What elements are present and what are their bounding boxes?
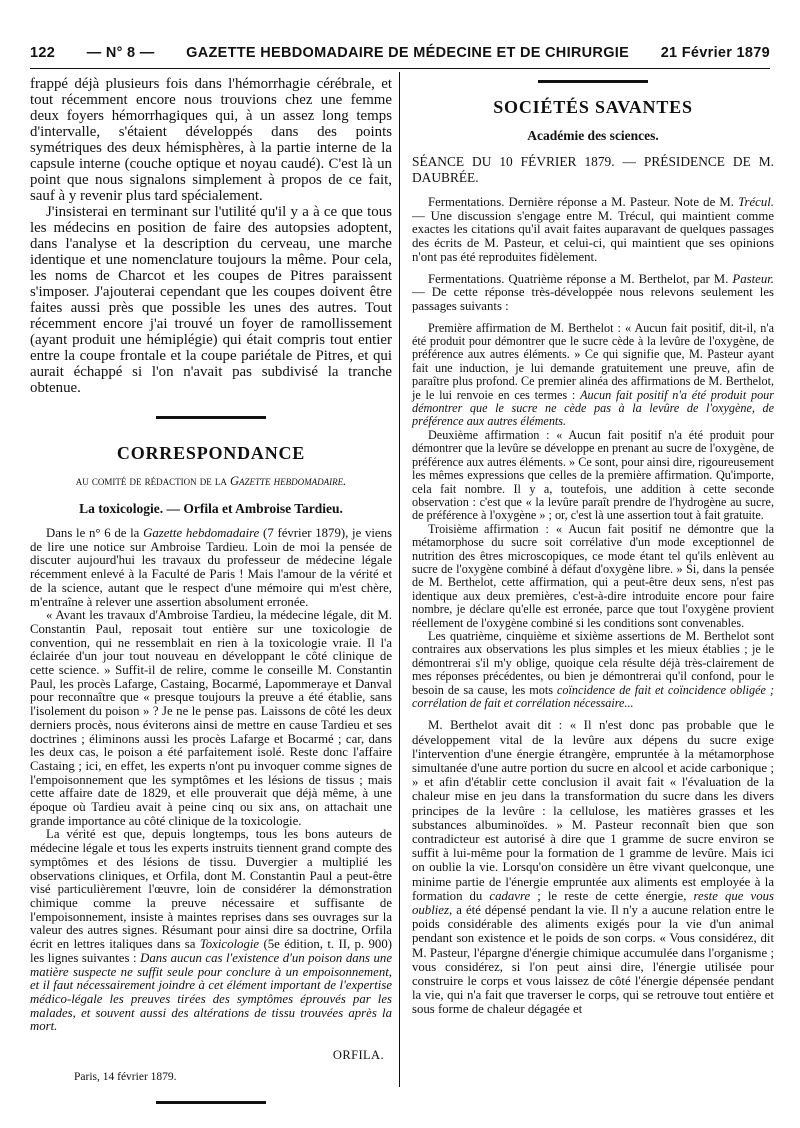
section-subtitle: au comité de rédaction de la Gazette hebdomadaire. <box>75 474 347 488</box>
page-number: 122 <box>30 45 56 61</box>
section-separator <box>538 80 648 83</box>
issue-date: 21 Février 1879 <box>660 45 770 61</box>
column-divider <box>399 72 400 1087</box>
issue-number: — N° 8 — <box>86 45 155 61</box>
article-paragraph: frappé déjà plusieurs fois dans l'hémorrhagie cérébrale, et tout récemment encore nous trouvions chez une femme deux foyers hémorrhagiques qui, à un assez long temps d'intervalle, s'étaient développés dans des points symétriques des deux hémisphères, à la partie interne de la capsule interne (couche optique et noyau caudé). C'est là un point que nous signalons simplement à propos de ce fait, sauf à y revenir plus tard spécialement. <box>30 76 392 204</box>
report-paragraph: Fermentations. Dernière réponse a M. Pasteur. Note de M. Trécul. — Une discussion s'engage entre M. Trécul, qui maintient comme exactes les citations qu'il avait faites auparavant de quelques passages des écrits de M. Pasteur, et celui-ci, qui maintient que ses opinions n'ont pas été reproduites fidèlement. <box>412 195 774 264</box>
report-paragraph: Première affirmation de M. Berthelot : « Aucun fait positif, dit-il, n'a été produit pour démontrer que le sucre cède à la levûre de l'oxygène, de préférence aux autres éléments. » Ce qui signifie que, M. Pasteur ayant fait une induction, je lui demande gratuitement une preuve, afin de paraître plus profond. Ce premier alinéa des affirmations de M. Berthelot, je le lui renvoie en ces termes : Aucun fait positif n'a été produit pour démontrer que le sucre ne cède pas à la levûre de l'oxygène, de préférence aux autres éléments. <box>412 320 774 429</box>
report-paragraph: Deuxième affirmation : « Aucun fait positif n'a été produit pour démontrer que la levûre se développe en prenant au sucre de l'oxygène, de préférence aux autres éléments. » Ce sont, pour ainsi dire, rigoureusement les mêmes expressions que celles de la première affirmation. Qu'importe, cela fait nombre. Il y a, toutefois, une addition à cette seconde observation : c'est que « la levûre paraît prendre de l'hydrogène au sucre, de préférence à l'oxygène » ; or, c'est là une assertion tout à fait gratuite. <box>412 427 774 523</box>
right-column <box>412 76 774 1017</box>
section-separator <box>156 1101 266 1104</box>
signature: ORFILA. <box>332 1048 384 1063</box>
journal-title: GAZETTE HEBDOMADAIRE DE MÉDECINE ET DE CHIRURGIE <box>186 45 630 61</box>
letter-paragraph: La vérité est que, depuis longtemps, tous les bons auteurs de médecine légale et tous les experts instruits tiennent grand compte des symptômes et des lésions de tissu. Duvergier a multiplié les observations cliniques, et Orfila, dont M. Constantin Paul a peut-être visé particulièrement l'œuvre, loin de considérer la démonstration chimique comme la preuve nécessaire et suffisante de l'empoisonnement, insiste à maintes reprises dans ses ouvrages sur la valeur des autres signes. Résumant pour ainsi dire sa doctrine, Orfila écrit en lettres italiques dans sa Toxicologie (5e édition, t. II, p. 900) les lignes suivantes : Dans aucun cas l'existence d'un poison dans une matière suspecte ne suffit seule pour conclure à un empoisonnement, et il faut nécessairement joindre à cet élément important de l'expertise médico-légale les preuves tirées des symptômes éprouvés par les malades, et souvent aussi des altérations de tissu trouvées après la mort. <box>30 827 393 1034</box>
letter-paragraph: « Avant les travaux d'Ambroise Tardieu, la médecine légale, dit M. Constantin Paul, reposait tout entière sur une toxicologie de convention, qui ne ressemblait en rien à la toxicologie vraie. Il l'a éclairée d'un jour tout nouveau en développant le côté clinique de cette science. » Suffit-il de relire, comme le conseille M. Constantin Paul, les procès Lafarge, Castaing, Bocarmé, Lapommeraye et Danval pour reconnaître que « presque toujours la preuve a été établie, sans l'isolement du poison » ? Je ne le pense pas. Laissons de côté les deux derniers procès, nous éviterons ainsi de mettre en cause Tardieu et ses doctrines ; éliminons aussi les procès Lafarge et Bocarmé ; car, dans les deux cas, le poison a été parfaitement isolé. Reste donc l'affaire Castaing ; ici, en effet, les experts n'ont pu invoquer comme signes de l'empoisonnement que les symptômes et les lésions de tissus ; mais cette affaire date de 1829, et elle prouverait que déjà même, à une époque où Tardieu avait à peine cinq ou six ans, on attachait une grande importance au côté clinique de la toxicologie. <box>30 608 392 828</box>
section-subheading: Académie des sciences. <box>527 128 659 143</box>
report-paragraph: Troisième affirmation : « Aucun fait positif ne démontre que la métamorphose du sucre soit corrélative d'un mode exceptionnel de nutrition des êtres microscopiques, ce mode étant tel qu'ils enlèvent au sucre de l'oxygène combiné à défaut d'oxygène libre. » Si, dans la pensée de M. Berthelot, cette affirmation, qui a peut-être deux sens, n'est pas identique aux deux premières, c'est-à-dire introduite encore pour faire nombre, je déclare qu'elle est erronée, parce que tout l'oxygène provient réellement de l'oxygène combiné si les conditions sont convenables. <box>412 521 774 630</box>
report-paragraph: M. Berthelot avait dit : « Il n'est donc pas probable que le développement vital de la levûre aux dépens du sucre exige l'intervention d'une énergie étrangère, empruntée à la métamorphose simultanée d'une autre portion du sucre en alcool et acide carbonique ; » et afin d'établir cette conclusion il avait fait « l'évaluation de la chaleur mise en jeu dans la transformation du sucre dans les divers principes de la levûre : la cellulose, les matières grasses et les substances albuminoïdes. » M. Pasteur reconnaît bien que son contradicteur est autorisé à dire que 1 gramme de sucre environ se suffit à lui-même pour la formation de 1 gramme de levûre. Mais ici on oublie la vie. Lorsqu'on considère un être vivant quelconque, une minime partie de l'énergie empruntée aux aliments est employée à la formation du cadavre ; le reste de cette énergie, reste que vous oubliez, a été dépensé pendant la vie. Il n'y a aucune relation entre le poids considérable des aliments exigés pour la vie d'un animal pendant son existence et le poids de son corps. « Vous considérez, dit M. Pasteur, l'épargne d'énergie chimique accumulée dans l'organisme ; vous considérez, si l'on peut ainsi dire, l'énergie utilisée pour construire le corps et vous laissez de côté l'énergie dépensée pendant la vie, qui n'a fait que traverser le corps, qui se retrouve tout entière et sous forme de chaleur dégagée et <box>412 718 774 1017</box>
report-paragraph: Les quatrième, cinquième et sixième assertions de M. Berthelot sont contraires aux observations les plus simples et les mieux établies ; je le démontrerai s'il m'y oblige, quoique cela résulte déjà très-clairement de mes réponses précédentes, ou bien je démontrerai qu'il confond, pour le besoin de sa cause, les mots coïncidence de fait et coïncidence obligée ; corrélation de fait et corrélation nécessaire... <box>412 628 775 710</box>
section-title: SOCIÉTÉS SAVANTES <box>493 97 693 117</box>
letter-paragraph: Dans le n° 6 de la Gazette hebdomadaire (7 février 1879), je viens de lire une notice sur Ambroise Tardieu. Loin de moi la pensée de discuter aujourd'hui les travaux du professeur de médecine légale récemment enlevé à la Faculté de Paris ! Mais l'amour de la vérité et de la science, autant que le respect d'une mémoire qui m'est chère, m'entraîne à relever une assertion absolument erronée. <box>30 526 392 609</box>
session-line: SÉANCE DU 10 FÉVRIER 1879. — PRÉSIDENCE DE M. DAUBRÉE. <box>412 154 774 185</box>
report-paragraph: Fermentations. Quatrième réponse a M. Berthelot, par M. Pasteur. — De cette réponse très-développée nous relevons seulement les passages suivants : <box>412 271 774 313</box>
running-header <box>30 38 770 69</box>
section-title: CORRESPONDANCE <box>116 443 306 463</box>
article-paragraph: J'insisterai en terminant sur l'utilité qu'il y a à ce que tous les médecins en position de faire des autopsies adoptent, dans l'analyse et la description du cerveau, une marche identique et une nomenclature toujours la même. Pour cela, les noms de Charcot et les coupes de Pitres paraissent s'imposer. J'ajouterai cependant que les coupes doivent être faites aussi près que possible les unes des autres. Tout récemment encore j'ai trouvé un foyer de ramollissement (ayant produit une hémiplégie) qui était compris tout entier entre la coupe frontale et la coupe pariétale de Pitres, et qui aurait échappé si l'on n'avait pas subdivisé la tranche obtenue. <box>30 204 392 396</box>
place-date: Paris, 14 février 1879. <box>74 1071 177 1084</box>
letter-heading: La toxicologie. — Orfila et Ambroise Tardieu. <box>79 501 343 516</box>
section-separator <box>156 416 266 419</box>
left-column <box>30 76 392 1128</box>
